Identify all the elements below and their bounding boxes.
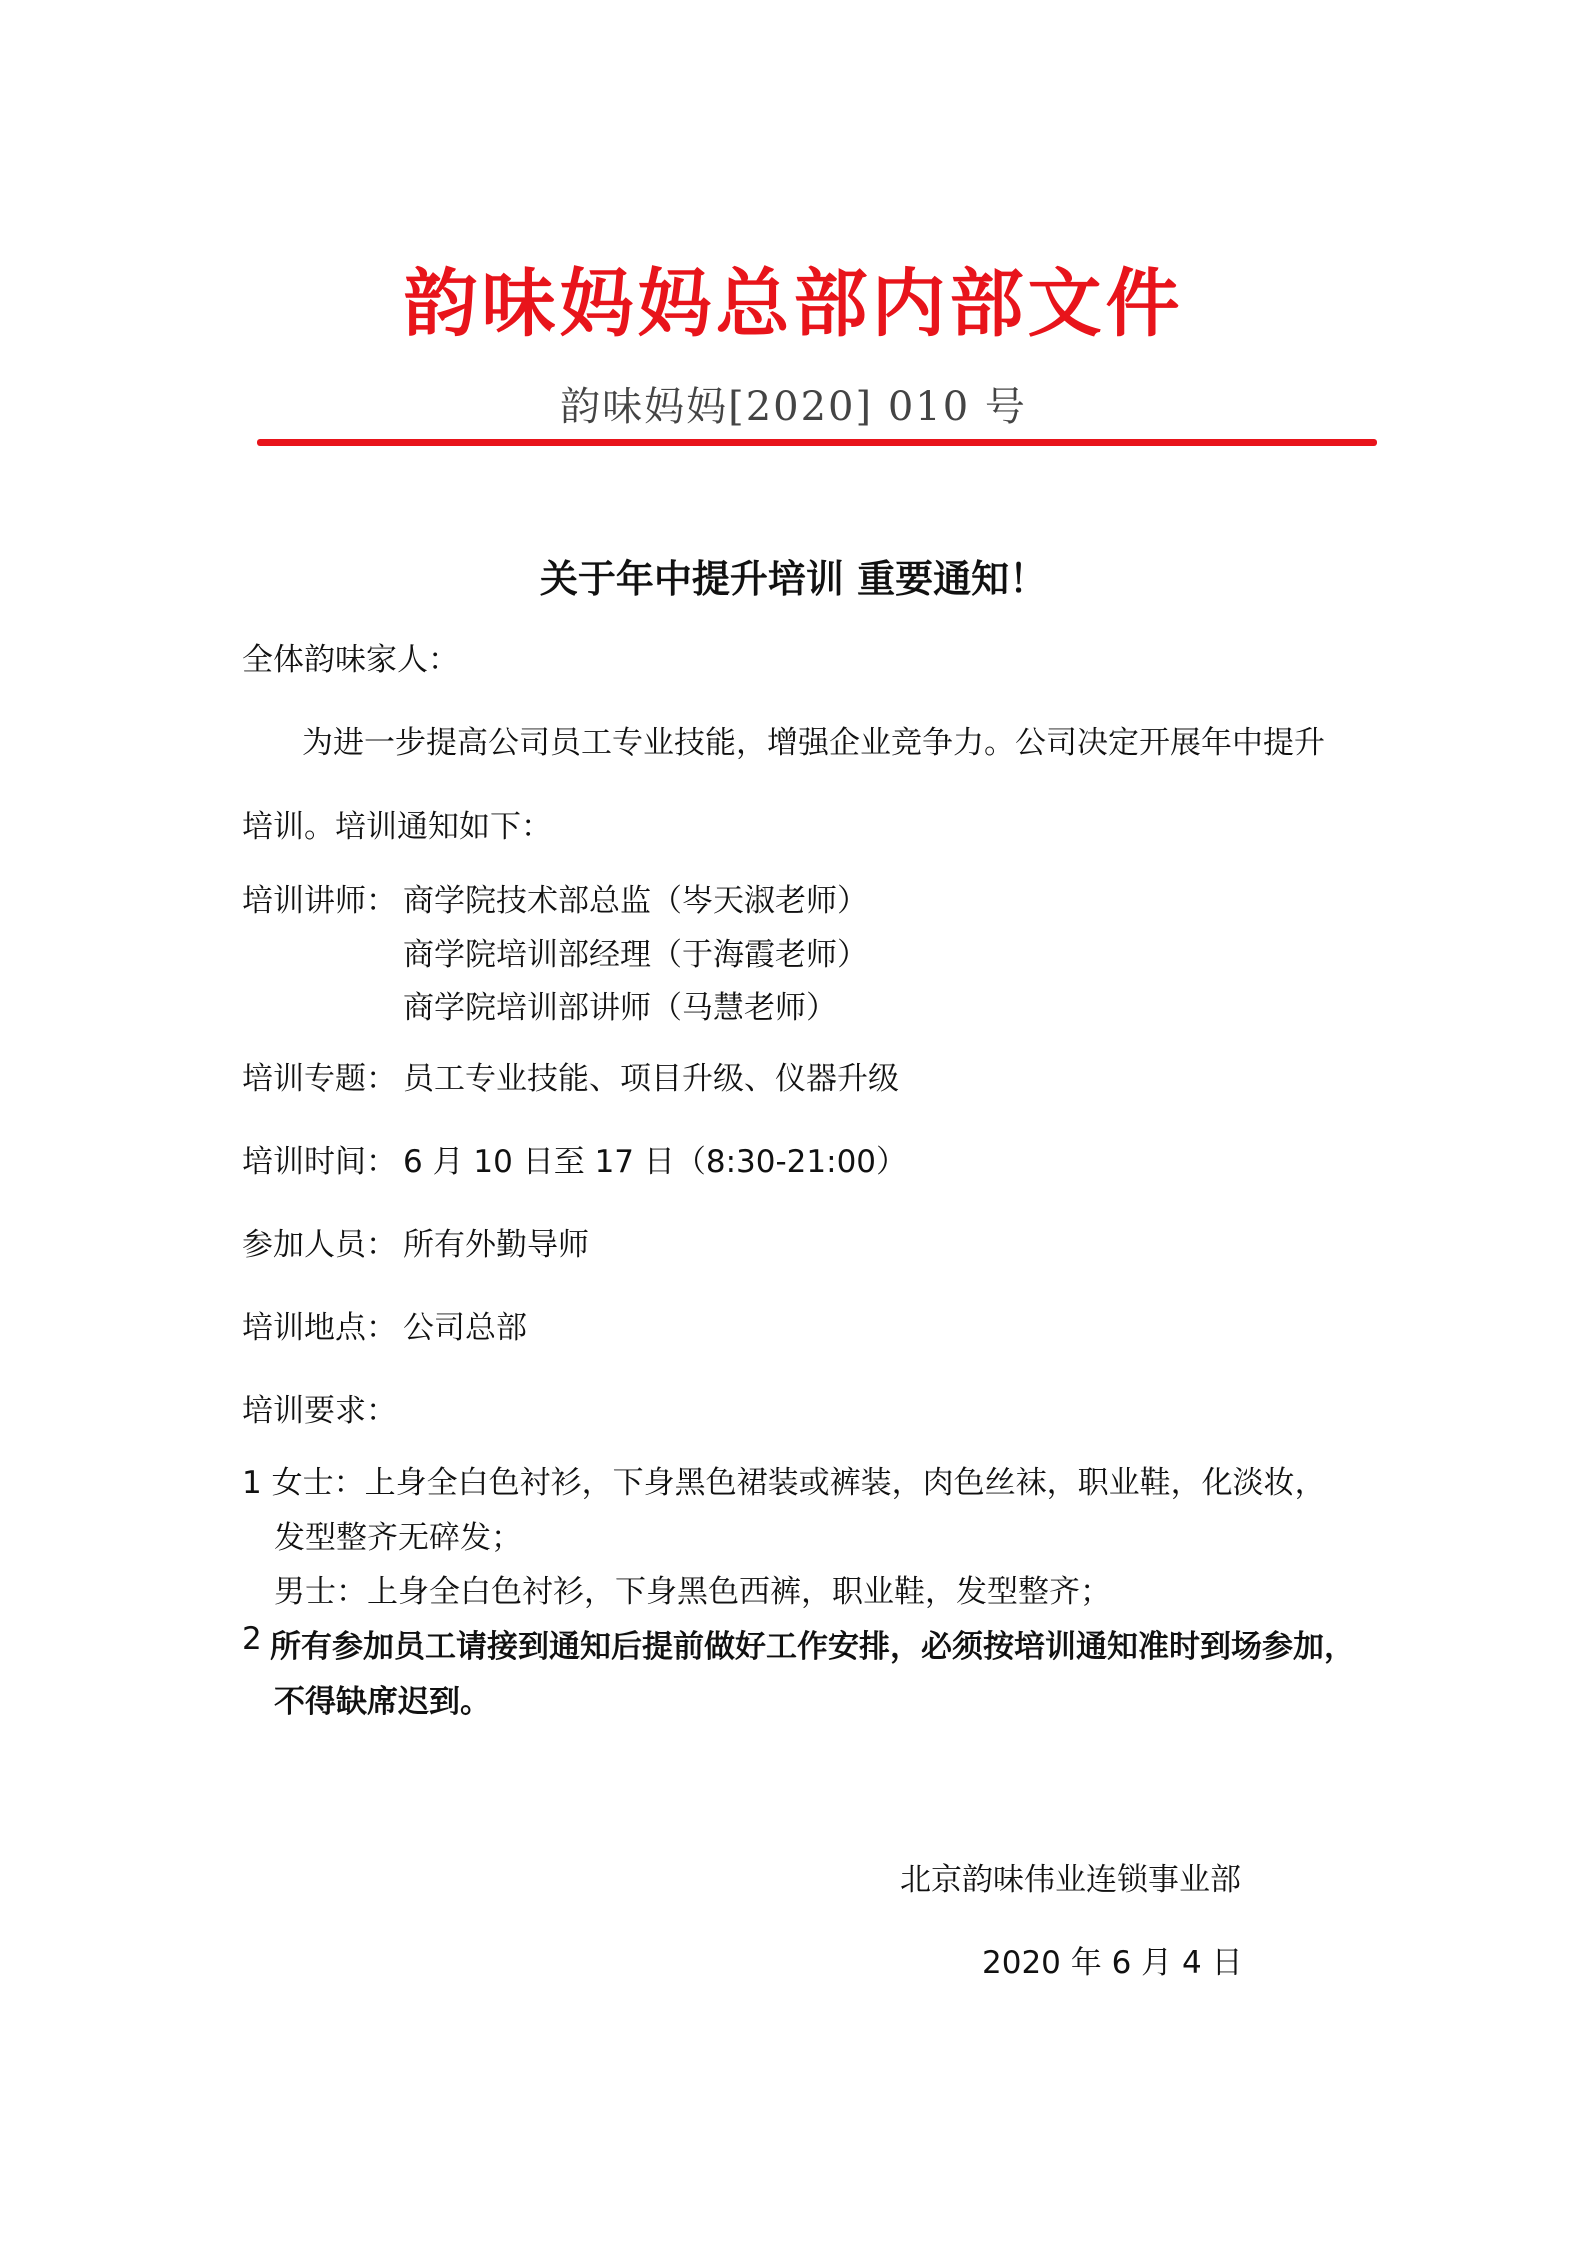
signature-date: 2020 年 6 月 4 日 xyxy=(982,1945,1243,1981)
requirement-1-line2: 发型整齐无碎发； xyxy=(274,1520,522,1556)
attendees-label: 参加人员： xyxy=(242,1227,397,1263)
attendees-value: 所有外勤导师 xyxy=(403,1227,589,1263)
intro-paragraph-line2: 培训。培训通知如下： xyxy=(242,809,552,845)
trainer-item: 商学院技术部总监（岑天淑老师） xyxy=(403,883,868,919)
requirement-1-line3: 男士：上身全白色衬衫，下身黑色西裤，职业鞋，发型整齐； xyxy=(274,1574,1111,1610)
document-header-title: 韵味妈妈总部内部文件 xyxy=(403,261,1184,347)
location-label: 培训地点： xyxy=(242,1310,397,1346)
time-value: 6 月 10 日至 17 日（8:30-21:00） xyxy=(403,1144,908,1180)
topic-label: 培训专题： xyxy=(242,1061,397,1097)
location-value: 公司总部 xyxy=(403,1310,527,1346)
trainers-label: 培训讲师： xyxy=(242,883,397,919)
red-header-divider xyxy=(257,439,1377,446)
trainer-item: 商学院培训部经理（于海霞老师） xyxy=(403,937,868,973)
requirements-label: 培训要求： xyxy=(242,1393,397,1429)
topic-value: 员工专业技能、项目升级、仪器升级 xyxy=(403,1061,899,1097)
requirement-2-line2: 不得缺席迟到。 xyxy=(274,1684,491,1720)
trainer-item: 商学院培训部讲师（马慧老师） xyxy=(403,990,837,1026)
document-number: 韵味妈妈[2020] 010 号 xyxy=(560,384,1027,430)
notice-title: 关于年中提升培训 重要通知！ xyxy=(539,557,1048,601)
requirement-2-number: 2 xyxy=(242,1621,262,1657)
intro-paragraph-line1: 为进一步提高公司员工专业技能，增强企业竞争力。公司决定开展年中提升 xyxy=(302,725,1325,761)
requirement-2-line1: 所有参加员工请接到通知后提前做好工作安排，必须按培训通知准时到场参加， xyxy=(270,1629,1355,1665)
signature-organization: 北京韵味伟业连锁事业部 xyxy=(900,1862,1241,1898)
greeting: 全体韵味家人： xyxy=(242,642,459,678)
requirement-1-line1: 1 女士：上身全白色衬衫，下身黑色裙装或裤装，肉色丝袜，职业鞋，化淡妆， xyxy=(242,1465,1326,1501)
time-label: 培训时间： xyxy=(242,1144,397,1180)
